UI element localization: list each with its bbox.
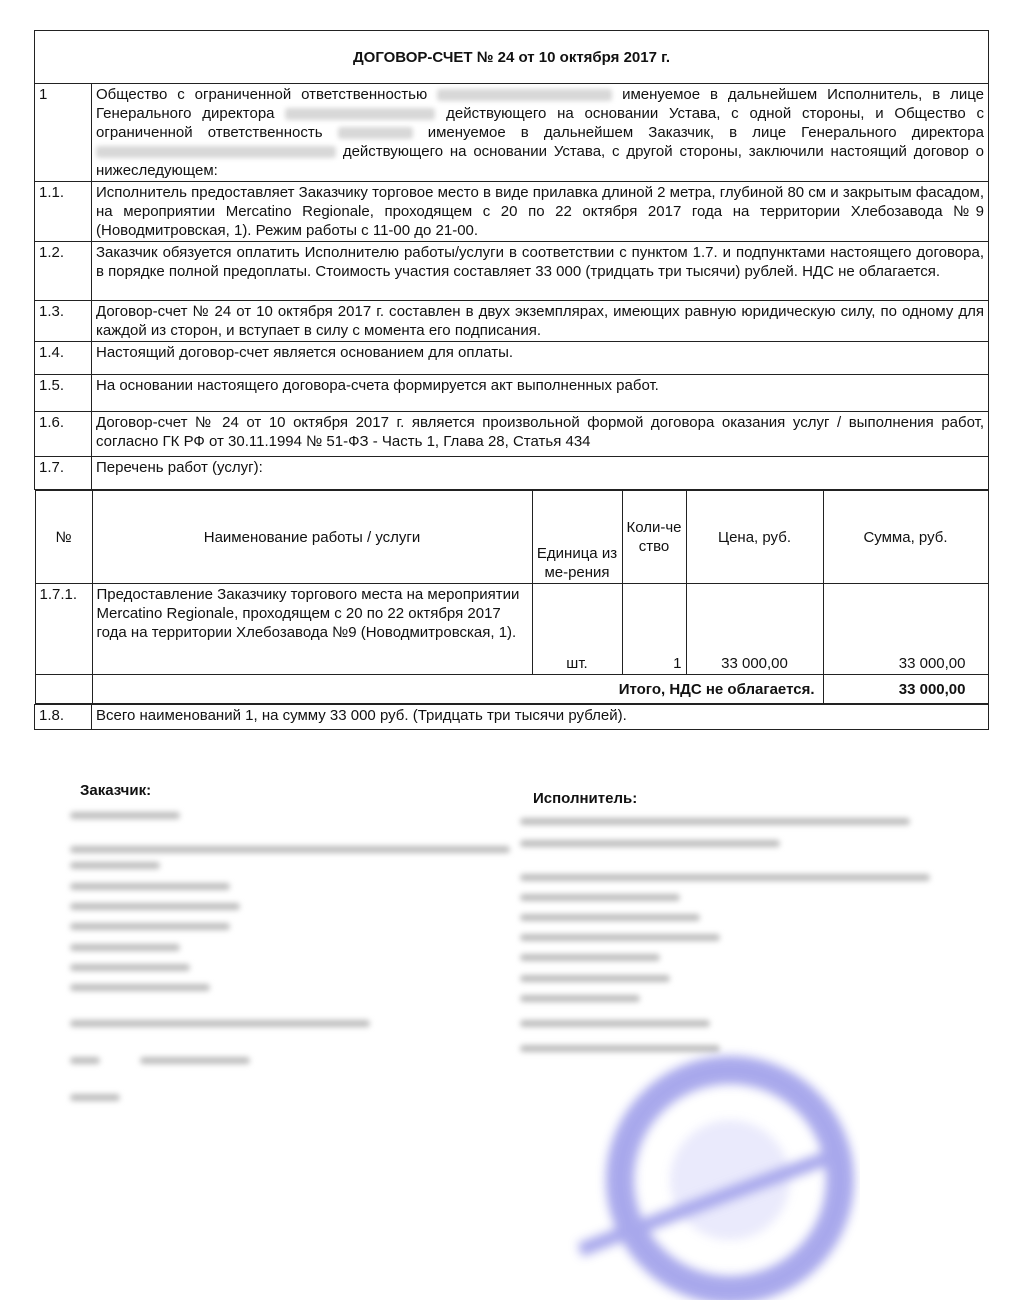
clause-text-part: Общество с ограниченной ответственностью (96, 86, 428, 103)
clause-number: 1 (35, 84, 92, 182)
col-header-num: № (35, 491, 92, 584)
clause-text: Договор-счет № 24 от 10 октября 2017 г. составлен в двух экземплярах, имеющих равную юридическую силу, по одному для каждой из сторон, и вступает в силу с момента его подписания. (92, 301, 989, 342)
clause-text-part: именуемое в дальнейшем Заказчик, в лице Генерального директора (427, 124, 984, 141)
clause-number: 1.2. (35, 242, 92, 301)
clause-number: 1.4. (35, 342, 92, 375)
clause-text: Заказчик обязуется оплатить Исполнителю работы/услуги в соответствии с пунктом 1.7. и подпунктами настоящего договора, в порядке полной предоплаты. Стоимость участия составляет 33 000 (тридцать три тысячи) рублей. НДС не облагается. (92, 242, 989, 301)
row-qty: 1 (622, 584, 686, 675)
clause-row (35, 84, 989, 182)
clause-row (35, 705, 989, 730)
row-num: 1.7.1. (35, 584, 92, 675)
total-label: Итого, НДС не облагается. (92, 675, 823, 704)
clause-number: 1.5. (35, 375, 92, 412)
col-header-sum: Сумма, руб. (823, 491, 988, 584)
clause-text (92, 84, 989, 182)
table-row (35, 584, 988, 675)
clause-number: 1.1. (35, 182, 92, 242)
total-row (35, 675, 988, 704)
clause-text-part: действующего на основании Устава, с другой стороны, заключили настоящий договор о нижеследующем: (96, 143, 984, 179)
clause-text: Исполнитель предоставляет Заказчику торговое место в виде прилавка длиной 2 метра, глубиной 80 см и закрытым фасадом, на мероприятии Mercatino Regionale, проходящем с 20 по 22 октября 2017 года на территории Хлебозавода №9 (Новодмитровская, 1). Режим работы с 11-00 до 21-00. (92, 182, 989, 242)
clause-row (35, 412, 989, 457)
clause-row (35, 182, 989, 242)
clause-row (35, 342, 989, 375)
redacted-name (437, 89, 612, 101)
document-title: ДОГОВОР-СЧЕТ № 24 от 10 октября 2017 г. (35, 31, 989, 84)
clause-row (35, 375, 989, 412)
col-header-price: Цена, руб. (686, 491, 823, 584)
clause-text-part: действующего на основании Устава, с одной стороны, и Общество с ограниченной ответственность (96, 105, 984, 141)
clause-text: Перечень работ (услуг): (92, 457, 989, 490)
clause-row (35, 242, 989, 301)
clause-text: На основании настоящего договора-счета формируется акт выполненных работ. (92, 375, 989, 412)
contract-table (34, 30, 989, 730)
stamp-icon (560, 1040, 860, 1300)
clause-text: Договор-счет № 24 от 10 октября 2017 г. является произвольной формой договора оказания услуг / выполнения работ, согласно ГК РФ от 30.11.1994 № 51-ФЗ - Часть 1, Глава 28, Статья 434 (92, 412, 989, 457)
contractor-label: Исполнитель: (533, 790, 638, 807)
clause-number: 1.8. (35, 705, 92, 730)
redacted-name (285, 108, 435, 120)
col-header-qty: Коли-чество (622, 491, 686, 584)
col-header-unit: Единица изме-рения (532, 491, 622, 584)
clause-row (35, 457, 989, 490)
row-name: Предоставление Заказчику торгового места на мероприятии Mercatino Regionale, проходящем с 20 по 22 октября 2017 года на территории Хлебозавода №9 (Новодмитровская, 1). (92, 584, 532, 675)
clause-text-part: именуемое в дальнейшем Исполнитель, в лице Генерального директора (96, 86, 984, 122)
redacted-name (96, 146, 336, 158)
clause-number: 1.3. (35, 301, 92, 342)
clause-row (35, 301, 989, 342)
clause-number: 1.6. (35, 412, 92, 457)
works-table-header (35, 491, 988, 584)
works-table (35, 490, 989, 704)
clause-number: 1.7. (35, 457, 92, 490)
row-price: 33 000,00 (686, 584, 823, 675)
clause-text: Всего наименований 1, на сумму 33 000 руб. (Тридцать три тысячи рублей). (92, 705, 989, 730)
customer-label: Заказчик: (80, 782, 152, 799)
col-header-name: Наименование работы / услуги (92, 491, 532, 584)
redacted-name (338, 127, 413, 139)
row-unit: шт. (532, 584, 622, 675)
total-value: 33 000,00 (823, 675, 988, 704)
clause-text: Настоящий договор-счет является основанием для оплаты. (92, 342, 989, 375)
row-sum: 33 000,00 (823, 584, 988, 675)
